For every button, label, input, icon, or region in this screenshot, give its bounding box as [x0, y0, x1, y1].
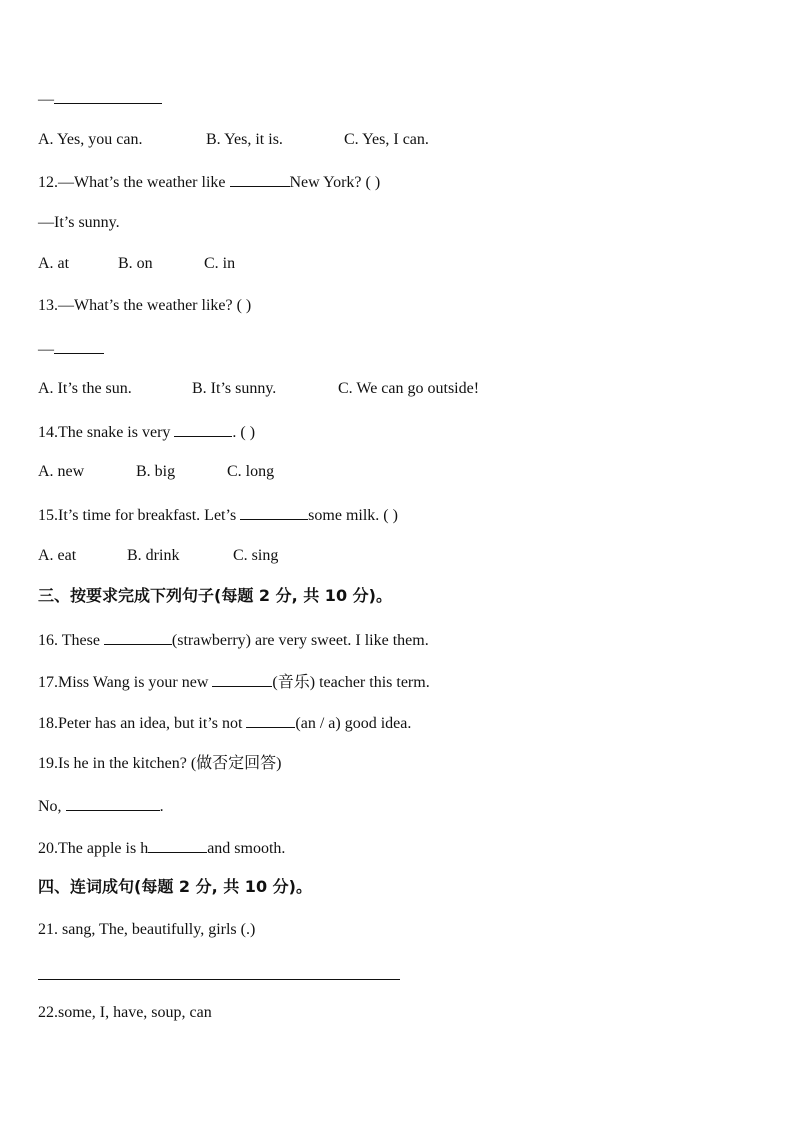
q13-option-c[interactable]: C. We can go outside!: [338, 380, 480, 397]
q11-dash: —: [38, 91, 54, 108]
q16-text: 16. These: [38, 632, 104, 649]
q16-question: [38, 629, 429, 651]
q15-question: [38, 504, 398, 526]
q19-answer-prefix: No,: [38, 798, 66, 815]
q13-option-b[interactable]: B. It’s sunny.: [192, 380, 277, 397]
q13-option-a[interactable]: A. It’s the sun.: [38, 380, 132, 397]
q20-text: 20.The apple is h: [38, 840, 149, 857]
q15-blank[interactable]: [240, 504, 308, 520]
q13-dash: —: [38, 341, 54, 358]
q14-option-b[interactable]: B. big: [136, 463, 176, 480]
q15-option-a[interactable]: A. eat: [38, 547, 77, 564]
q20-blank[interactable]: [148, 837, 207, 853]
q18-text-end: (an / a) good idea.: [295, 715, 412, 732]
q17-question: [38, 671, 430, 693]
q12-option-c[interactable]: C. in: [204, 255, 236, 272]
q14-options: [38, 462, 274, 482]
q15-text: 15.It’s time for breakfast. Let’s: [38, 507, 241, 524]
q22-question: 22.some, I, have, soup, can: [38, 1004, 212, 1021]
q16-text-end: (strawberry) are very sweet. I like them.: [171, 632, 429, 649]
q20-question: [38, 837, 285, 859]
section-3-heading: 三、按要求完成下列句子(每题 2 分, 共 10 分)。: [38, 586, 392, 605]
q11-options: [38, 130, 429, 150]
q18-blank[interactable]: [246, 712, 295, 728]
q16-blank[interactable]: [104, 629, 172, 645]
section-4-heading: 四、连词成句(每题 2 分, 共 10 分)。: [38, 877, 312, 896]
q19-answer-line: [38, 795, 164, 817]
q14-blank[interactable]: [174, 421, 232, 437]
q12-blank[interactable]: [230, 171, 290, 187]
q13-question: 13.—What’s the weather like? ( ): [38, 297, 252, 314]
q11-option-b[interactable]: B. Yes, it is.: [206, 131, 283, 148]
q18-question: [38, 712, 411, 734]
q17-text: 17.Miss Wang is your new: [38, 674, 213, 691]
q12-option-b[interactable]: B. on: [118, 255, 153, 272]
q14-option-a[interactable]: A. new: [38, 463, 85, 480]
q15-option-b[interactable]: B. drink: [127, 547, 180, 564]
q13-options: [38, 379, 479, 399]
q12-text: 12.—What’s the weather like: [38, 174, 230, 191]
q15-option-c[interactable]: C. sing: [233, 547, 279, 564]
q14-question: [38, 421, 255, 443]
q11-option-c[interactable]: C. Yes, I can.: [344, 131, 429, 148]
q13-answer-line: [38, 338, 104, 360]
q14-option-c[interactable]: C. long: [227, 463, 275, 480]
q21-answer-line[interactable]: [38, 979, 400, 980]
q19-answer-suffix: .: [159, 798, 164, 815]
q14-text: 14.The snake is very: [38, 424, 175, 441]
q15-options: [38, 546, 278, 566]
q13-blank[interactable]: [54, 338, 104, 354]
q17-text-end: (音乐) teacher this term.: [272, 674, 430, 691]
q14-text-end: . ( ): [232, 424, 256, 441]
q11-answer-line: [38, 88, 162, 110]
q12-reply: —It’s sunny.: [38, 214, 120, 231]
q15-text-end: some milk. ( ): [308, 507, 398, 524]
q18-text: 18.Peter has an idea, but it’s not: [38, 715, 247, 732]
q11-blank[interactable]: [54, 88, 162, 104]
q20-text-end: and smooth.: [207, 840, 286, 857]
q12-text-end: New York? ( ): [289, 174, 381, 191]
q12-options: [38, 254, 235, 274]
q11-option-a[interactable]: A. Yes, you can.: [38, 131, 143, 148]
q17-blank[interactable]: [212, 671, 272, 687]
q19-question: 19.Is he in the kitchen? (做否定回答): [38, 755, 282, 772]
q21-question: 21. sang, The, beautifully, girls (.): [38, 921, 256, 938]
q12-option-a[interactable]: A. at: [38, 255, 70, 272]
q12-question: [38, 171, 380, 193]
q19-blank[interactable]: [66, 795, 160, 811]
